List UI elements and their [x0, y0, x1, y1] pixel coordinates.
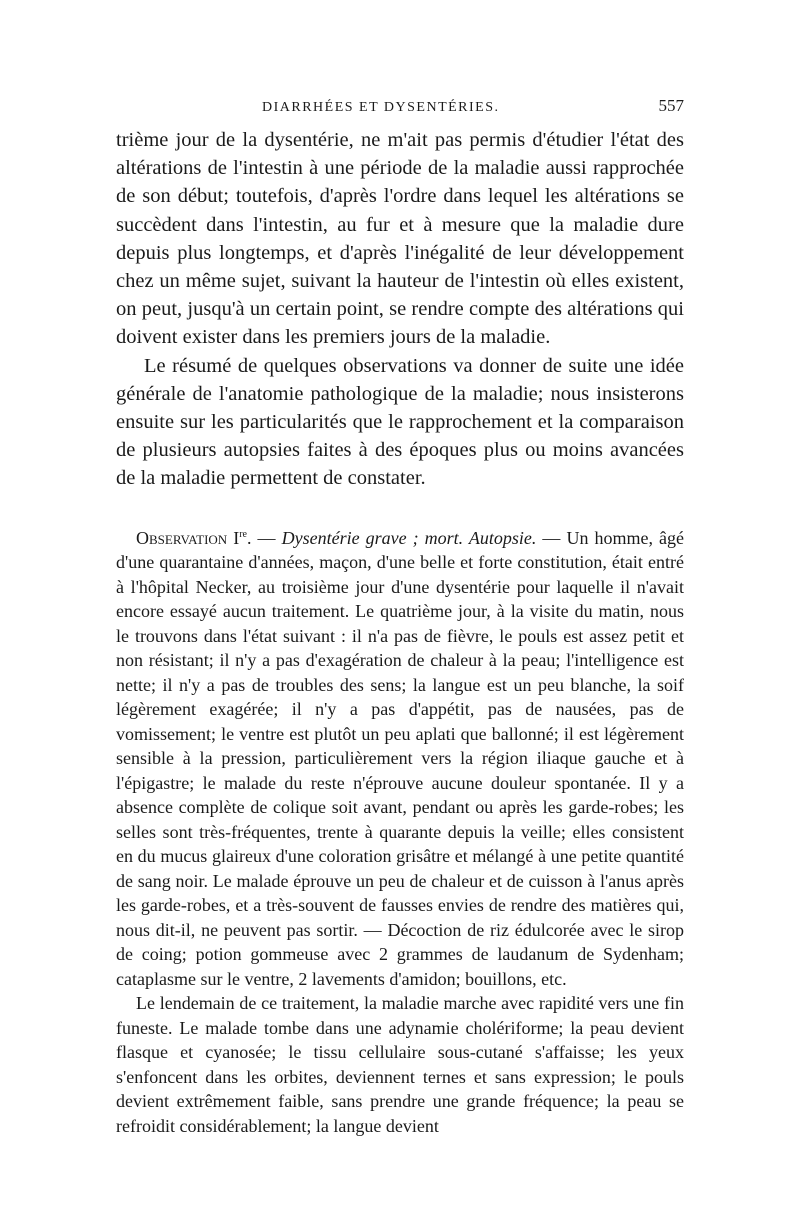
observation-label: Observation I — [136, 527, 240, 548]
observation-text: Un homme, âgé d'une quarantaine d'années, maçon, d'une belle et forte constitution, était entré à l'hôpital Necker, au troisième jour d'une dysentérie pour laquelle il n'avait encore essayé aucun traitement. Le quatrième jour, à la visite du matin, nous le trouvons dans l'état suivant : il n'a pas de fièvre, le pouls est assez petit et non résistant; il n'y a pas d'exagération de chaleur à la peau; l'intelligence est nette; il n'y a pas de troubles des sens; la langue est un peu blanche, la soif légèrement exagérée; il n'y a pas d'appétit, pas de nausées, pas de vomissement; le ventre est plutôt un peu aplati que ballonné; il est légèrement sensible à la pression, particulièrement vers la région iliaque gauche et à l'épigastre; le malade du reste n'éprouve aucune douleur spontanée. Il y a absence complète de colique soit avant, pendant ou après les garde-robes; les selles sont très-fréquentes, trente à quarante depuis la veille; elles consistent en du mucus glaireux d'une coloration grisâtre et mélangé à une petite quantité de sang noir. Le malade éprouve un peu de chaleur et de cuisson à l'anus après les garde-robes, et a très-souvent de fausses envies de rendre des matières qui, nous dit-il, ne peuvent pas sortir. — Décoction de riz édulcorée avec le sirop de coing; potion gommeuse avec 2 grammes de laudanum de Sydenham; cataplasme sur le ventre, 2 lavements d'amidon; bouillons, etc. — [116, 527, 685, 989]
book-page — [116, 96, 684, 1138]
section-gap — [116, 493, 684, 526]
observation-paragraph — [116, 526, 684, 992]
observation-block — [116, 526, 684, 1139]
paragraph-1: trième jour de la dysentérie, ne m'ait pas permis d'étudier l'état des altérations de l'intestin à une période de la maladie aussi rapprochée de son début; toutefois, d'après l'ordre dans lequel les altérations se succèdent dans l'intestin, au fur et à mesure que la maladie dure depuis plus longtemps, et d'après l'inégalité de leur développement chez un même sujet, suivant la hauteur de l'intestin où elles existent, on peut, jusqu'à un certain point, se rendre compte des altérations qui doivent exister dans les premiers jours de la maladie. — [116, 129, 684, 349]
main-text — [116, 126, 684, 493]
page-number: 557 — [658, 96, 684, 115]
paragraph-2: Le résumé de quelques observations va donner de suite une idée générale de l'anatomie pathologique de la maladie; nous insisterons ensuite sur les particularités que le rapprochement et la comparaison de plusieurs autopsies faites à des époques plus ou moins avancées de la maladie permettent de constater. — [116, 354, 684, 490]
observation-continuation: Le lendemain de ce traitement, la maladie marche avec rapidité vers une fin funeste. Le malade tombe dans une adynamie cholériforme; la peau devient flasque et cyanosée; le tissu cellulaire sous-cutané s'affaisse; les yeux s'enfoncent dans les orbites, deviennent ternes et sans expression; le pouls devient extrêmement faible, sans prendre une grande fréquence; la peau se refroidit considérablement; la langue devient — [116, 993, 684, 1136]
running-title: DIARRHÉES ET DYSENTÉRIES. — [262, 100, 500, 115]
observation-dash: — — [536, 527, 567, 548]
observation-label-superscript: re — [239, 528, 247, 540]
observation-label-separator: . — — [247, 527, 282, 548]
page-header — [116, 96, 684, 118]
observation-title: Dysentérie grave ; mort. Autopsie. — [281, 527, 537, 548]
